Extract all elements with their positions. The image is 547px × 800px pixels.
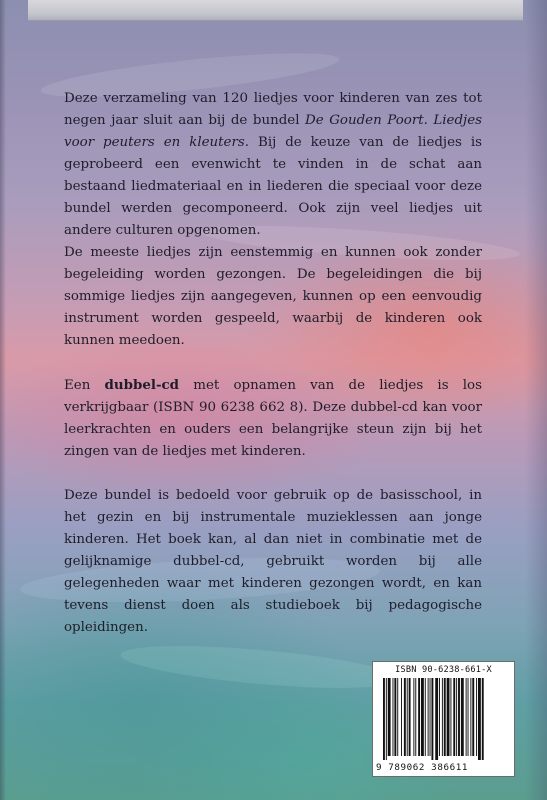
paragraph-intro bbox=[64, 88, 482, 242]
blurb-text bbox=[64, 88, 482, 639]
barcode-bar bbox=[472, 678, 474, 756]
book-title-reference: De Gouden Poort. Liedjes voor peuters en kleuters. bbox=[64, 113, 483, 150]
barcode-bar bbox=[435, 678, 438, 760]
paint-streak bbox=[119, 638, 401, 696]
barcode-bar bbox=[478, 678, 481, 760]
barcode-bar bbox=[453, 678, 455, 756]
barcode-bar bbox=[431, 678, 433, 760]
barcode-bar bbox=[425, 678, 426, 756]
barcode-bar bbox=[397, 678, 398, 756]
cd-highlight: dubbel-cd bbox=[104, 377, 180, 393]
barcode-bar bbox=[404, 678, 406, 756]
barcode-label bbox=[372, 661, 515, 777]
barcode-bar bbox=[468, 678, 469, 756]
barcode-bar bbox=[415, 678, 416, 756]
barcode-bar bbox=[450, 678, 451, 756]
usage-text: Deze bundel is bedoeld voor gebruik op de basisschool, in het gezin en bij instrumentale muzieklessen aan jonge kinderen. Het boek kan, al dan niet in combinatie met de gelijknamige dubbel-cd, gebruikt worden bij alle gelegenheden waar met kinderen gezongen wordt, en kan tevens dienst doen als studieboek bij pedagogische opleidingen. bbox=[64, 488, 482, 635]
barcode-bar bbox=[461, 678, 464, 756]
barcode-bar bbox=[428, 678, 429, 756]
cover-right-edge bbox=[525, 0, 547, 800]
barcode-bar bbox=[470, 678, 471, 756]
barcode-bar bbox=[447, 678, 450, 756]
paragraph-accompaniment bbox=[64, 242, 482, 352]
barcode-bar bbox=[444, 678, 446, 756]
isbn-label: ISBN 90-6238-661-X bbox=[395, 665, 492, 675]
cd-text-start: Een bbox=[64, 378, 105, 393]
intro-text-start: Deze verzameling van 120 liedjes voor kinderen van zes tot negen jaar sluit aan bij de bundel bbox=[64, 91, 482, 128]
barcode-bar bbox=[458, 678, 460, 756]
paragraph-cd bbox=[64, 374, 482, 463]
barcode-bar bbox=[456, 678, 457, 756]
cd-text-end: met opnamen van de liedjes is los verkrijgbaar (ISBN 90 6238 662 8). Deze dubbel-cd kan voor leerkrachten en ouders een belangrijke steun zijn bij het zingen van de liedjes met kinderen. bbox=[64, 378, 482, 459]
barcode-bar bbox=[409, 678, 411, 756]
barcode-bar bbox=[482, 678, 484, 760]
barcode-bar bbox=[394, 678, 396, 756]
paragraph-usage bbox=[64, 485, 482, 639]
barcode-bar bbox=[430, 678, 431, 756]
barcode-bar bbox=[439, 678, 440, 756]
barcode-bar bbox=[476, 678, 477, 756]
barcode-bar bbox=[407, 678, 408, 756]
book-top-edge bbox=[28, 0, 523, 21]
ean-digits: 9 789062 386611 bbox=[376, 762, 468, 773]
barcode-bar bbox=[383, 678, 385, 760]
accompaniment-text: De meeste liedjes zijn eenstemmig en kunnen ook zonder begeleiding worden gezongen. De begeleidingen die bij sommige liedjes zijn aangegeven, kunnen op een eenvoudig instrument worden gespeeld, waarbij de kinderen ook kunnen meedoen. bbox=[64, 245, 482, 348]
barcode-bar bbox=[413, 678, 414, 756]
barcode-bar bbox=[386, 678, 387, 760]
barcode-bar bbox=[442, 678, 443, 756]
barcode-bar bbox=[466, 678, 467, 756]
barcode-bars bbox=[383, 678, 505, 760]
barcode-bar bbox=[393, 678, 394, 756]
intro-text-end: Bij de keuze van de liedjes is geprobeerd een evenwicht te vinden in de schat aan bestaand liedmateriaal en in liederen die speciaal voor deze bundel werden gecomponeerd. Ook zijn veel liedjes uit andere culturen opgenomen. bbox=[64, 135, 483, 238]
cover-left-edge bbox=[0, 0, 6, 800]
barcode-bar bbox=[388, 678, 391, 756]
barcode-bar bbox=[421, 678, 424, 756]
barcode-bar bbox=[418, 678, 420, 756]
barcode-bar bbox=[401, 678, 402, 756]
